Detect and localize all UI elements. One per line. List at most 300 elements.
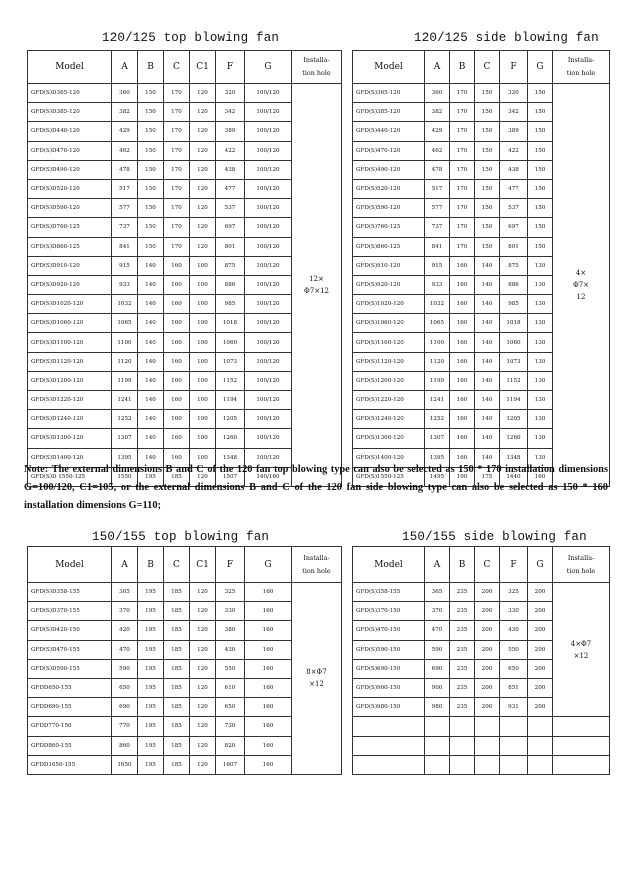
- value-cell-b: 235: [450, 698, 475, 717]
- value-cell-a: 1550: [112, 467, 138, 486]
- value-cell-b: [450, 755, 475, 774]
- value-cell-c1: 120: [190, 160, 216, 179]
- model-cell: GFD(S)D1100-120: [28, 333, 112, 352]
- column-header-c: C: [475, 51, 500, 84]
- table-120-side: [352, 50, 610, 487]
- model-cell: [353, 755, 425, 774]
- value-cell-c: 185: [164, 698, 190, 717]
- value-cell-b: 160: [450, 314, 475, 333]
- value-cell-b: 140: [138, 295, 164, 314]
- model-cell: GFDD650-155: [28, 678, 112, 697]
- value-cell-c: 170: [164, 237, 190, 256]
- value-cell-f: 1440: [500, 467, 528, 486]
- value-cell-a: 470: [425, 621, 450, 640]
- model-cell: GFD(S)D420-150: [28, 621, 112, 640]
- value-cell-g: 160: [245, 717, 292, 736]
- model-cell: GFD(S)1060-120: [353, 314, 425, 333]
- value-cell-f: 430: [500, 621, 528, 640]
- value-cell-c: 200: [475, 640, 500, 659]
- value-cell-b: 170: [450, 122, 475, 141]
- value-cell-g: 130: [528, 410, 553, 429]
- value-cell-c: 140: [475, 295, 500, 314]
- value-cell-b: 195: [138, 736, 164, 755]
- model-cell: GFD(S)D470-155: [28, 640, 112, 659]
- value-cell-b: 140: [138, 448, 164, 467]
- value-cell-c: 160: [164, 295, 190, 314]
- value-cell-c1: 100: [190, 295, 216, 314]
- value-cell-g: [528, 755, 553, 774]
- value-cell-f: 422: [216, 141, 245, 160]
- value-cell-g: 200: [528, 659, 553, 678]
- value-cell-a: 915: [425, 256, 450, 275]
- value-cell-b: 150: [138, 122, 164, 141]
- value-cell-c: 170: [164, 199, 190, 218]
- value-cell-c1: 120: [190, 640, 216, 659]
- value-cell-b: 140: [138, 256, 164, 275]
- value-cell-g: [528, 717, 553, 736]
- value-cell-b: 140: [138, 314, 164, 333]
- column-header-b: B: [450, 547, 475, 583]
- installation-hole-cell: 4× Φ7× 12: [553, 84, 610, 487]
- value-cell-a: [425, 717, 450, 736]
- model-cell: GFD(S)D385-120: [28, 103, 112, 122]
- value-cell-c: 160: [164, 448, 190, 467]
- model-cell: GFD(S)D590-155: [28, 659, 112, 678]
- model-cell: GFD(S)470-120: [353, 141, 425, 160]
- value-cell-c1: 100: [190, 448, 216, 467]
- value-cell-g: 160: [245, 678, 292, 697]
- value-cell-g: 100/120: [245, 103, 292, 122]
- empty-cell: [553, 755, 610, 774]
- value-cell-f: 1205: [216, 410, 245, 429]
- model-cell: GFD(S)D1200-120: [28, 371, 112, 390]
- column-header-c: C: [164, 51, 190, 84]
- value-cell-g: 100/120: [245, 84, 292, 103]
- value-cell-b: 160: [450, 410, 475, 429]
- value-cell-c: 160: [164, 410, 190, 429]
- column-header-c: C: [475, 547, 500, 583]
- value-cell-f: 438: [216, 160, 245, 179]
- value-cell-a: 370: [112, 602, 138, 621]
- value-cell-b: 160: [450, 256, 475, 275]
- value-cell-f: 320: [216, 84, 245, 103]
- value-cell-c: 185: [164, 602, 190, 621]
- column-header-b: B: [450, 51, 475, 84]
- model-cell: GFD(S)D470-120: [28, 141, 112, 160]
- value-cell-g: 150: [528, 84, 553, 103]
- model-cell: GFD(S)D1300-120: [28, 429, 112, 448]
- model-cell: GFD(S)1120-120: [353, 352, 425, 371]
- value-cell-f: 320: [500, 84, 528, 103]
- column-header-installa-tion-hole: Installa- tion hole: [553, 51, 610, 84]
- value-cell-f: 389: [216, 122, 245, 141]
- table-row: [353, 736, 610, 755]
- value-cell-c: 200: [475, 678, 500, 697]
- value-cell-f: 1018: [500, 314, 528, 333]
- value-cell-f: 1607: [216, 755, 245, 774]
- value-cell-b: 195: [138, 640, 164, 659]
- column-header-g: G: [528, 547, 553, 583]
- value-cell-c1: 120: [190, 122, 216, 141]
- value-cell-f: [500, 736, 528, 755]
- model-cell: GFD(S)D1220-120: [28, 391, 112, 410]
- column-header-model: Model: [28, 51, 112, 84]
- empty-cell: [553, 717, 610, 736]
- value-cell-f: 1152: [500, 371, 528, 390]
- value-cell-f: 389: [500, 122, 528, 141]
- value-cell-g: 100/120: [245, 122, 292, 141]
- value-cell-a: 1065: [112, 314, 138, 333]
- model-cell: GFD(S)D1240-120: [28, 410, 112, 429]
- column-header-installa-tion-hole: Installa- tion hole: [292, 547, 342, 583]
- model-cell: GFD(S)D760-125: [28, 218, 112, 237]
- value-cell-g: 150: [528, 237, 553, 256]
- value-cell-f: 1205: [500, 410, 528, 429]
- value-cell-b: 150: [138, 199, 164, 218]
- empty-cell: [553, 736, 610, 755]
- value-cell-a: 478: [112, 160, 138, 179]
- value-cell-f: 325: [216, 583, 245, 602]
- value-cell-a: 462: [425, 141, 450, 160]
- value-cell-b: 195: [138, 659, 164, 678]
- value-cell-a: 577: [425, 199, 450, 218]
- table-150-top: [27, 546, 342, 775]
- value-cell-a: 1100: [112, 333, 138, 352]
- value-cell-g: 130: [528, 256, 553, 275]
- value-cell-b: 170: [450, 218, 475, 237]
- value-cell-c: 200: [475, 583, 500, 602]
- value-cell-a: [425, 736, 450, 755]
- value-cell-c: 160: [164, 333, 190, 352]
- value-cell-b: 190: [450, 467, 475, 486]
- value-cell-b: 160: [450, 371, 475, 390]
- value-cell-g: 130: [528, 448, 553, 467]
- column-header-a: A: [425, 51, 450, 84]
- value-cell-g: 150: [528, 141, 553, 160]
- value-cell-f: 1260: [500, 429, 528, 448]
- value-cell-a: 590: [112, 659, 138, 678]
- value-cell-b: 170: [450, 103, 475, 122]
- value-cell-c: 160: [164, 275, 190, 294]
- value-cell-c1: 120: [190, 621, 216, 640]
- value-cell-c1: 100: [190, 391, 216, 410]
- value-cell-a: 462: [112, 141, 138, 160]
- value-cell-b: 160: [450, 275, 475, 294]
- value-cell-g: 150: [528, 179, 553, 198]
- model-cell: GFD(S)590-120: [353, 199, 425, 218]
- value-cell-f: 886: [500, 275, 528, 294]
- value-cell-f: 537: [216, 199, 245, 218]
- value-cell-c1: 100: [190, 256, 216, 275]
- value-cell-f: [500, 755, 528, 774]
- table-120-top: [27, 50, 342, 487]
- title-120-side: 120/125 side blowing fan: [414, 31, 599, 45]
- value-cell-a: 1252: [112, 410, 138, 429]
- model-cell: GFD(S)1020-120: [353, 295, 425, 314]
- value-cell-c: 200: [475, 659, 500, 678]
- column-header-model: Model: [353, 547, 425, 583]
- model-cell: GFD(S)D1400-120: [28, 448, 112, 467]
- value-cell-f: 342: [500, 103, 528, 122]
- value-cell-a: 1650: [112, 755, 138, 774]
- value-cell-c: 185: [164, 755, 190, 774]
- model-cell: GFD(S)1100-120: [353, 333, 425, 352]
- header-row: [28, 51, 342, 84]
- installation-hole-cell: 8×Φ7 ×12: [292, 583, 342, 775]
- model-cell: GFD(S)470-150: [353, 621, 425, 640]
- value-cell-f: 875: [216, 256, 245, 275]
- table-row: [353, 717, 610, 736]
- column-header-g: G: [528, 51, 553, 84]
- value-cell-g: 160: [245, 621, 292, 640]
- value-cell-a: 382: [112, 103, 138, 122]
- value-cell-f: 801: [216, 237, 245, 256]
- value-cell-g: 160: [245, 698, 292, 717]
- value-cell-c: 185: [164, 640, 190, 659]
- model-cell: GFDD860-155: [28, 736, 112, 755]
- value-cell-c: 140: [475, 352, 500, 371]
- model-cell: GFD(S)1220-120: [353, 391, 425, 410]
- model-cell: GFD(S)D920-120: [28, 275, 112, 294]
- value-cell-f: 1260: [216, 429, 245, 448]
- value-cell-c: 200: [475, 698, 500, 717]
- column-header-a: A: [112, 547, 138, 583]
- model-cell: GFD(S)D490-120: [28, 160, 112, 179]
- value-cell-a: [425, 755, 450, 774]
- value-cell-a: 1241: [112, 391, 138, 410]
- value-cell-f: 875: [500, 256, 528, 275]
- value-cell-c: 185: [164, 736, 190, 755]
- value-cell-c1: 100: [190, 314, 216, 333]
- column-header-g: G: [245, 547, 292, 583]
- value-cell-b: 170: [450, 237, 475, 256]
- value-cell-a: 1065: [425, 314, 450, 333]
- model-cell: GFD(S)D370-155: [28, 602, 112, 621]
- value-cell-b: 140: [138, 275, 164, 294]
- column-header-f: F: [500, 51, 528, 84]
- model-cell: GFD(S)490-120: [353, 160, 425, 179]
- model-cell: GFD(S)D1120-120: [28, 352, 112, 371]
- value-cell-g: 130: [528, 429, 553, 448]
- value-cell-c1: 120: [190, 717, 216, 736]
- column-header-c1: C1: [190, 547, 216, 583]
- model-cell: GFD(S)370-150: [353, 602, 425, 621]
- value-cell-c: 170: [164, 160, 190, 179]
- value-cell-f: 550: [500, 640, 528, 659]
- value-cell-b: 140: [138, 410, 164, 429]
- value-cell-b: 150: [138, 103, 164, 122]
- value-cell-a: 1120: [112, 352, 138, 371]
- column-header-a: A: [425, 547, 450, 583]
- value-cell-f: 1018: [216, 314, 245, 333]
- value-cell-c: 160: [164, 391, 190, 410]
- title-150-side: 150/155 side blowing fan: [402, 530, 587, 544]
- value-cell-g: 200: [528, 583, 553, 602]
- model-cell: GFD(S)1300-120: [353, 429, 425, 448]
- value-cell-g: 200: [528, 698, 553, 717]
- model-cell: GFD(S)1400-120: [353, 448, 425, 467]
- value-cell-f: 477: [500, 179, 528, 198]
- value-cell-c: 160: [164, 256, 190, 275]
- value-cell-a: 900: [425, 678, 450, 697]
- value-cell-b: [450, 736, 475, 755]
- value-cell-c: 140: [475, 371, 500, 390]
- value-cell-g: 100/120: [245, 275, 292, 294]
- value-cell-c: 185: [164, 717, 190, 736]
- model-cell: [353, 717, 425, 736]
- value-cell-b: 150: [138, 179, 164, 198]
- value-cell-g: 140/160: [245, 467, 292, 486]
- value-cell-b: 170: [450, 160, 475, 179]
- value-cell-g: 150: [528, 122, 553, 141]
- value-cell-g: 200: [528, 621, 553, 640]
- value-cell-c: 140: [475, 391, 500, 410]
- value-cell-f: 1060: [500, 333, 528, 352]
- value-cell-c1: 100: [190, 352, 216, 371]
- model-cell: GFDD770-150: [28, 717, 112, 736]
- value-cell-c: 150: [475, 122, 500, 141]
- value-cell-c: 160: [164, 371, 190, 390]
- value-cell-g: 150: [528, 199, 553, 218]
- value-cell-b: 140: [138, 371, 164, 390]
- value-cell-g: 100/120: [245, 160, 292, 179]
- value-cell-c: 185: [164, 678, 190, 697]
- value-cell-a: 1495: [425, 467, 450, 486]
- value-cell-c1: 120: [190, 678, 216, 697]
- model-cell: GFD(S)1200-120: [353, 371, 425, 390]
- value-cell-a: 420: [112, 621, 138, 640]
- value-cell-a: 841: [425, 237, 450, 256]
- column-header-f: F: [500, 547, 528, 583]
- value-cell-c: 150: [475, 160, 500, 179]
- value-cell-b: 140: [138, 333, 164, 352]
- model-cell: GFD(S)440-120: [353, 122, 425, 141]
- value-cell-g: 160: [245, 583, 292, 602]
- value-cell-b: 195: [138, 467, 164, 486]
- value-cell-c: 140: [475, 314, 500, 333]
- value-cell-a: 915: [112, 256, 138, 275]
- value-cell-g: 130: [528, 391, 553, 410]
- value-cell-g: 150: [528, 103, 553, 122]
- model-cell: GFD(S)D590-120: [28, 199, 112, 218]
- value-cell-a: 933: [112, 275, 138, 294]
- column-header-model: Model: [28, 547, 112, 583]
- value-cell-f: 330: [500, 602, 528, 621]
- value-cell-c1: 100: [190, 429, 216, 448]
- value-cell-b: 195: [138, 602, 164, 621]
- value-cell-b: 140: [138, 391, 164, 410]
- column-header-model: Model: [353, 51, 425, 84]
- value-cell-b: 160: [450, 295, 475, 314]
- value-cell-f: 1507: [216, 467, 245, 486]
- value-cell-c: [475, 755, 500, 774]
- value-cell-c: 185: [164, 467, 190, 486]
- value-cell-a: 360: [112, 84, 138, 103]
- value-cell-c: 140: [475, 410, 500, 429]
- value-cell-c: 200: [475, 602, 500, 621]
- model-cell: GFD(S)365-120: [353, 84, 425, 103]
- value-cell-c: 140: [475, 429, 500, 448]
- value-cell-c: 150: [475, 103, 500, 122]
- value-cell-c1: 120: [190, 179, 216, 198]
- value-cell-b: 160: [450, 352, 475, 371]
- table-row: [353, 84, 610, 103]
- value-cell-f: 650: [216, 698, 245, 717]
- value-cell-b: 140: [138, 352, 164, 371]
- value-cell-c1: 120: [190, 467, 216, 486]
- model-cell: GFD(S)D440-120: [28, 122, 112, 141]
- value-cell-c: 150: [475, 84, 500, 103]
- value-cell-c1: 100: [190, 275, 216, 294]
- value-cell-g: 100/120: [245, 410, 292, 429]
- value-cell-a: 1252: [425, 410, 450, 429]
- value-cell-c1: 120: [190, 103, 216, 122]
- value-cell-c: 150: [475, 179, 500, 198]
- value-cell-g: 160: [528, 467, 553, 486]
- table-row: [28, 84, 342, 103]
- value-cell-f: 985: [500, 295, 528, 314]
- value-cell-f: 1073: [500, 352, 528, 371]
- value-cell-f: [500, 717, 528, 736]
- column-header-c: C: [164, 547, 190, 583]
- model-cell: GFD(S)D 1550-125: [28, 467, 112, 486]
- value-cell-f: 342: [216, 103, 245, 122]
- value-cell-a: 737: [112, 218, 138, 237]
- value-cell-b: 160: [450, 429, 475, 448]
- value-cell-g: 100/120: [245, 352, 292, 371]
- model-cell: GFD(S)900-150: [353, 678, 425, 697]
- value-cell-f: 380: [216, 621, 245, 640]
- header-row: [28, 547, 342, 583]
- value-cell-g: 200: [528, 602, 553, 621]
- value-cell-c: 150: [475, 237, 500, 256]
- column-header-b: B: [138, 547, 164, 583]
- value-cell-c: 150: [475, 141, 500, 160]
- title-150-top: 150/155 top blowing fan: [92, 530, 270, 544]
- value-cell-f: 430: [216, 640, 245, 659]
- column-header-f: F: [216, 51, 245, 84]
- value-cell-c: 185: [164, 621, 190, 640]
- value-cell-g: 130: [528, 333, 553, 352]
- value-cell-a: 737: [425, 218, 450, 237]
- value-cell-a: 933: [425, 275, 450, 294]
- value-cell-c1: 120: [190, 755, 216, 774]
- value-cell-f: 537: [500, 199, 528, 218]
- model-cell: GFD(S)590-150: [353, 640, 425, 659]
- value-cell-f: 886: [216, 275, 245, 294]
- value-cell-f: 697: [216, 218, 245, 237]
- value-cell-b: 160: [450, 391, 475, 410]
- value-cell-g: [528, 736, 553, 755]
- value-cell-a: 1395: [425, 448, 450, 467]
- value-cell-c1: 120: [190, 602, 216, 621]
- column-header-installa-tion-hole: Installa- tion hole: [292, 51, 342, 84]
- value-cell-c: 160: [164, 352, 190, 371]
- value-cell-g: 150: [528, 218, 553, 237]
- value-cell-a: 690: [112, 698, 138, 717]
- value-cell-b: 195: [138, 621, 164, 640]
- value-cell-b: 150: [138, 84, 164, 103]
- value-cell-g: 100/120: [245, 141, 292, 160]
- table-row: [28, 583, 342, 602]
- value-cell-f: 1073: [216, 352, 245, 371]
- model-cell: GFDD690-155: [28, 698, 112, 717]
- value-cell-f: 1194: [216, 391, 245, 410]
- value-cell-f: 1152: [216, 371, 245, 390]
- value-cell-a: 770: [112, 717, 138, 736]
- value-cell-a: 370: [425, 602, 450, 621]
- value-cell-f: 851: [500, 678, 528, 697]
